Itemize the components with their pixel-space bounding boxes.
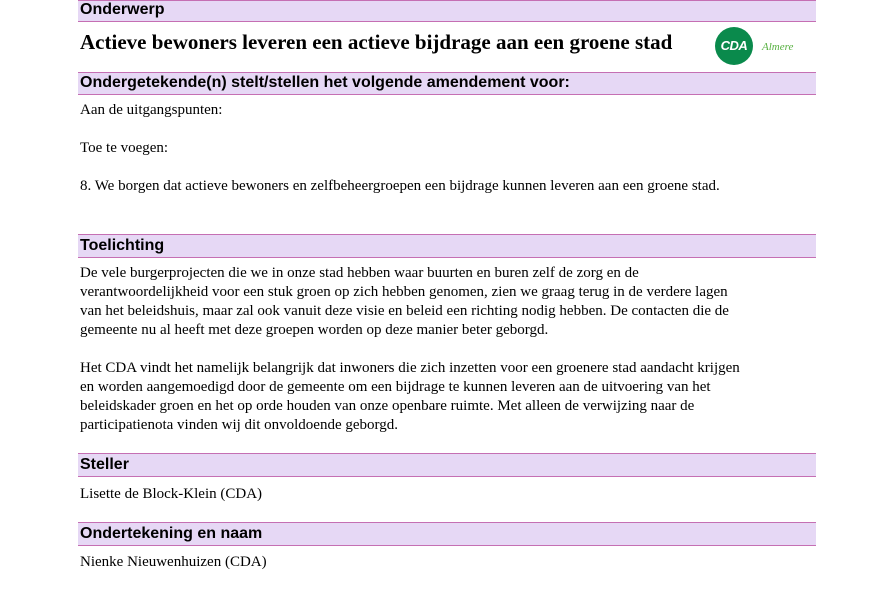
heading-steller: Steller	[78, 453, 816, 477]
toelichting-p2-line: participatienota vinden wij dit onvoldoende geborgd.	[80, 417, 398, 433]
toelichting-p1-line: verantwoordelijkheid voor een stuk groen op zich hebben genomen, zien we graag terug in de verdere lagen	[80, 284, 728, 300]
toelichting-p2-line: en worden aangemoedigd door de gemeente om een bijdrage te kunnen leveren aan de uitvoering van het	[80, 379, 711, 395]
heading-onderwerp: Onderwerp	[78, 0, 816, 22]
amendement-line-1: Aan de uitgangspunten:	[80, 102, 223, 118]
toelichting-p1-line: van het beleidshuis, maar zal ook vanuit deze visie en beleid een richting nodig hebben. De contacten die de	[80, 303, 729, 319]
steller-name: Lisette de Block-Klein (CDA)	[80, 486, 263, 502]
document-title: Actieve bewoners leveren een actieve bijdrage aan een groene stad	[80, 30, 673, 54]
cda-logo-city: Almere	[762, 41, 794, 53]
heading-ondertekening: Ondertekening en naam	[78, 522, 816, 546]
heading-amendement: Ondergetekende(n) stelt/stellen het volgende amendement voor:	[78, 72, 816, 95]
toelichting-p1-line: De vele burgerprojecten die we in onze stad hebben waar buurten en buren zelf de zorg en de	[80, 265, 639, 281]
ondertekening-name: Nienke Nieuwenhuizen (CDA)	[80, 554, 267, 570]
toelichting-p2-line: beleidskader groen en het op orde houden van onze openbare ruimte. Met alleen de verwijzing naar de	[80, 398, 695, 414]
amendement-line-3: 8. We borgen dat actieve bewoners en zelfbeheergroepen een bijdrage kunnen leveren aan een groene stad.	[80, 178, 720, 194]
amendement-line-2: Toe te voegen:	[80, 140, 169, 156]
heading-toelichting: Toelichting	[78, 234, 816, 258]
cda-logo-letters: CDA	[720, 38, 748, 53]
toelichting-p2-line: Het CDA vindt het namelijk belangrijk dat inwoners die zich inzetten voor een groenere stad aandacht krijgen	[80, 360, 740, 376]
toelichting-p1-line: gemeente nu al heeft met deze groepen worden op deze manier beter geborgd.	[80, 322, 549, 338]
